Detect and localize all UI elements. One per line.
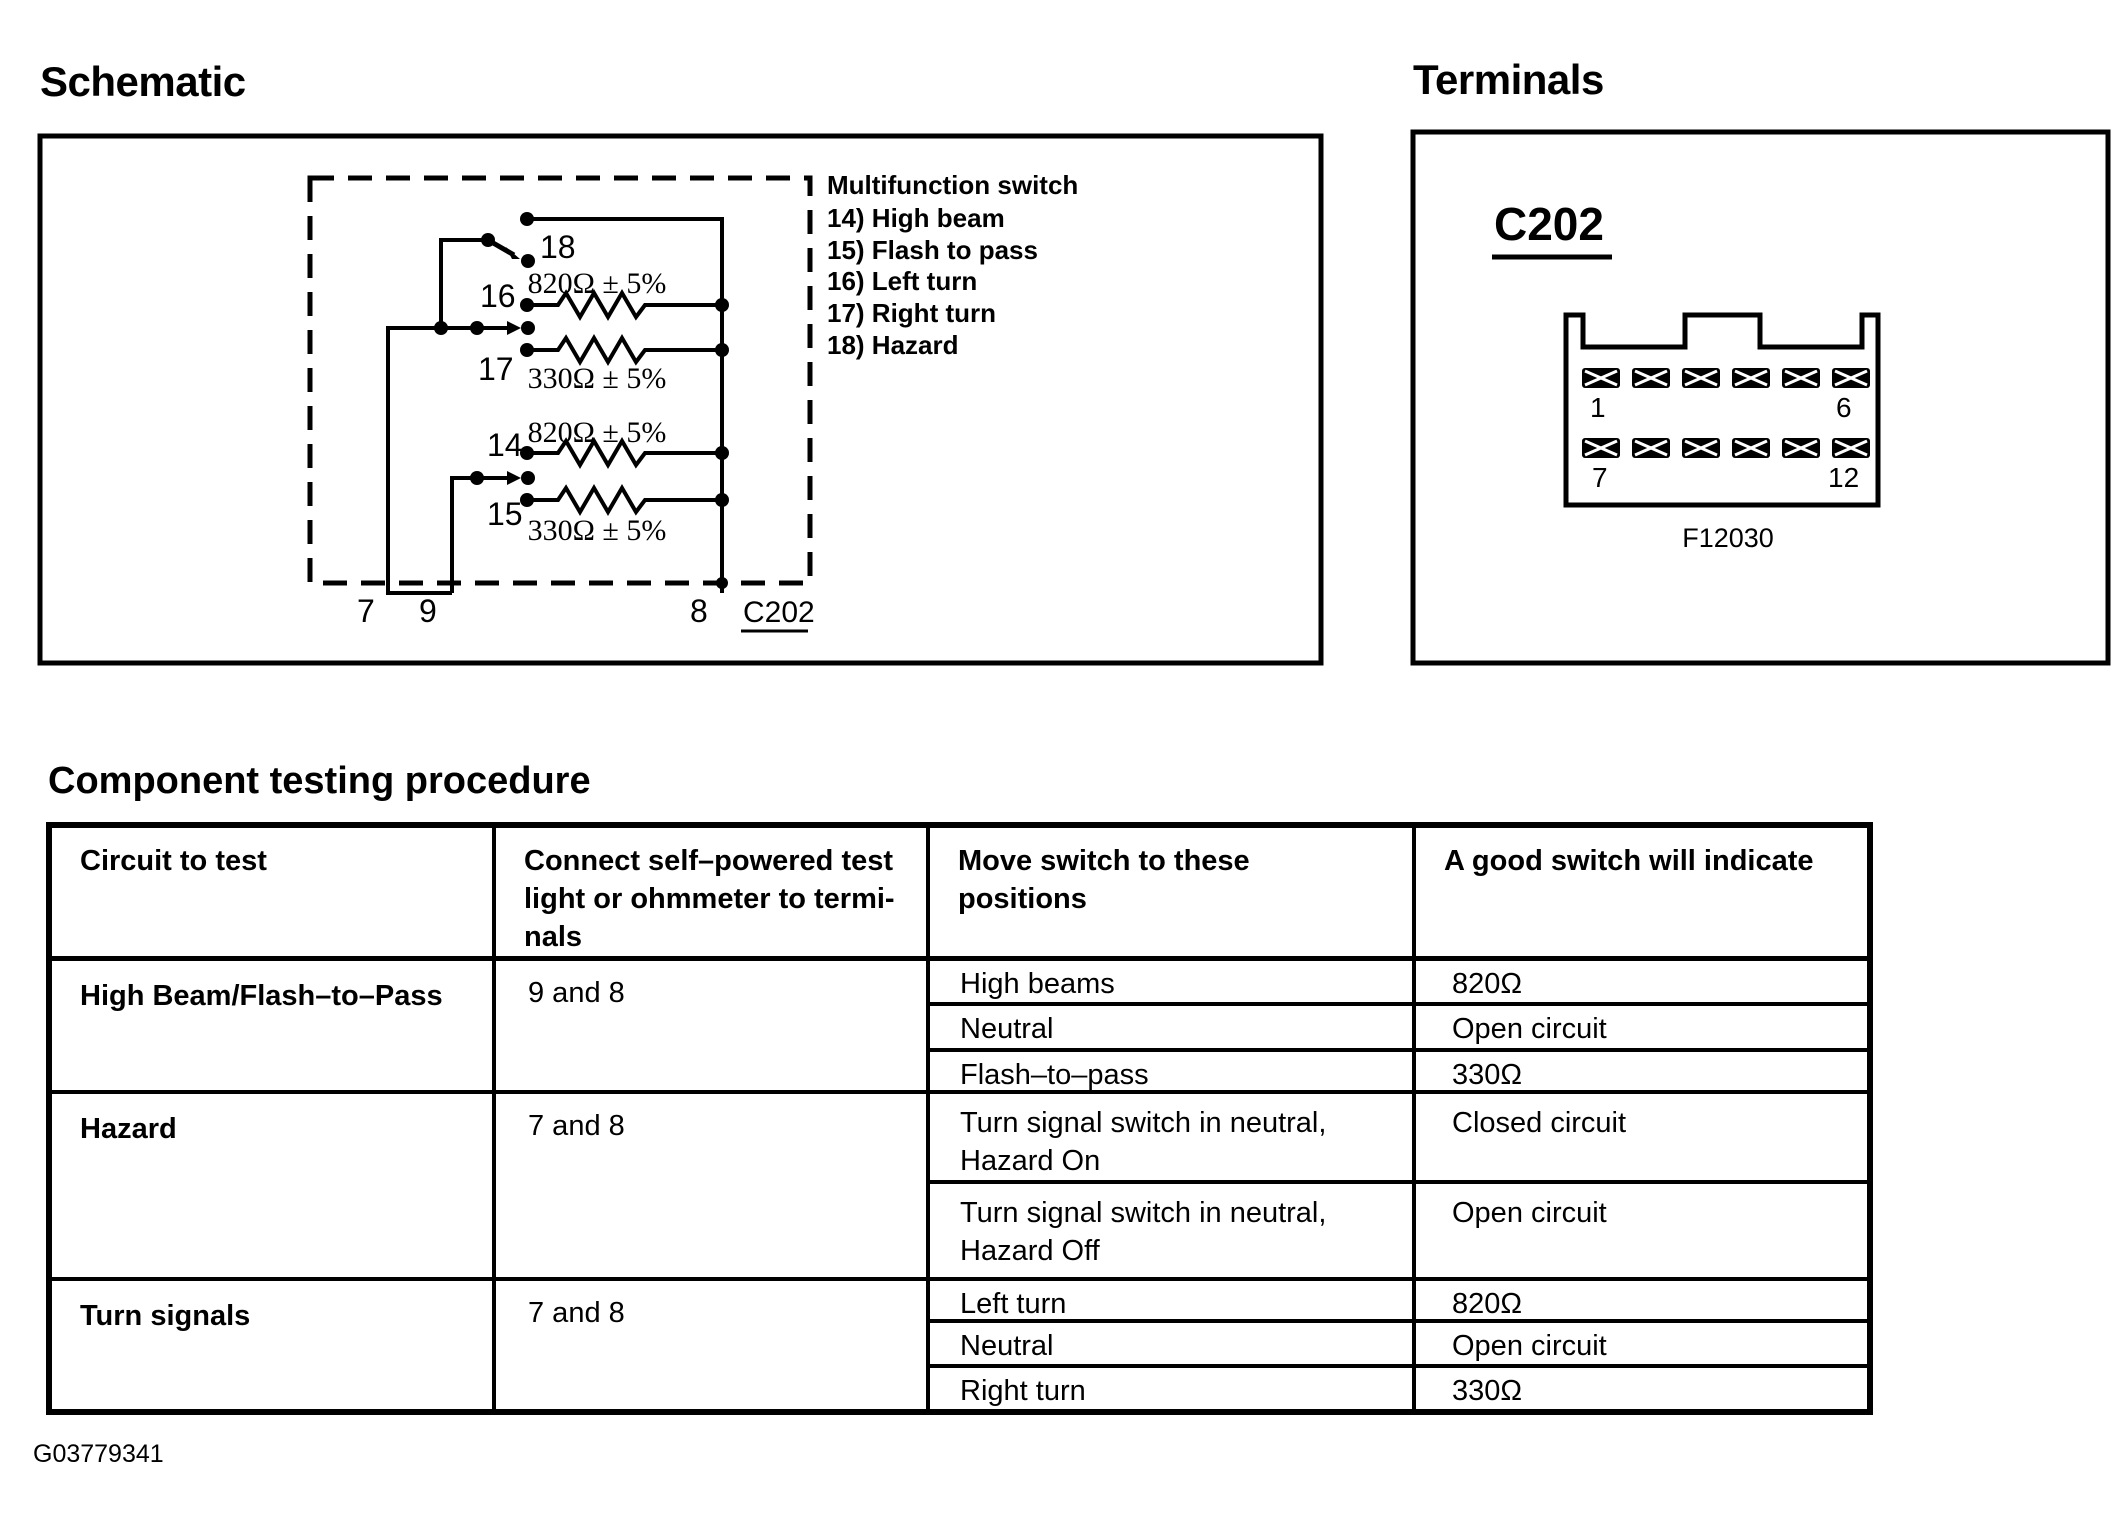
indication-cell: Closed circuit — [1452, 1107, 1627, 1139]
table-header-row — [52, 828, 1867, 961]
cavity-1-label: 1 — [1590, 392, 1606, 423]
table-group-highbeam — [52, 961, 1867, 1094]
position-cell: Neutral — [930, 1323, 1416, 1364]
terminals-cell: 9 and 8 — [496, 961, 930, 1090]
figure-id: G03779341 — [33, 1440, 164, 1468]
position-cell: High beams — [930, 961, 1416, 1002]
cavity-12-label: 12 — [1828, 462, 1860, 493]
circuit-cell: High Beam/Flash–to–Pass — [52, 961, 496, 1090]
indication-cell: Open circuit — [1452, 1330, 1607, 1362]
indication-cell: 820Ω — [1452, 968, 1523, 1000]
row2-wiper-arrowhead — [507, 471, 521, 485]
pin-9-label: 9 — [419, 593, 437, 629]
resistor-14-value: 820Ω ± 5% — [527, 416, 667, 449]
legend-item-14: 14) High beam — [827, 203, 1005, 233]
switch-14-label: 14 — [487, 427, 523, 463]
terminal-cavities — [1582, 368, 1870, 458]
component-testing-table — [46, 822, 1873, 1415]
table-row — [930, 1094, 1867, 1184]
table-row — [930, 961, 1867, 1006]
schematic-heading: Schematic — [40, 58, 246, 105]
switch-18-label: 18 — [540, 229, 576, 265]
legend-title: Multifunction switch — [827, 170, 1079, 200]
dot-hazard-arm-end — [521, 254, 535, 268]
table-row — [930, 1368, 1867, 1411]
table-group-hazard — [52, 1094, 1867, 1281]
component-testing-heading: Component testing procedure — [48, 760, 591, 802]
dot-hazard-pole — [481, 233, 495, 247]
position-cell: Turn signal switch in neutral, Hazard On — [930, 1094, 1416, 1180]
cavity-7-label: 7 — [1592, 462, 1608, 493]
dot-row1-pole — [521, 321, 535, 335]
schematic-connector-label: C202 — [743, 596, 815, 629]
cavity-6-label: 6 — [1836, 392, 1852, 423]
circuit-cell: Turn signals — [52, 1281, 496, 1411]
table-row — [930, 1323, 1867, 1368]
indication-cell: Open circuit — [1452, 1013, 1607, 1045]
row1-wiper-arrowhead — [507, 321, 521, 335]
dot-contact-16 — [520, 298, 534, 312]
resistor-16-value: 820Ω ± 5% — [527, 267, 667, 300]
dot-row2-mid — [470, 471, 484, 485]
switch-16-label: 16 — [480, 278, 516, 314]
legend-item-16: 16) Left turn — [827, 266, 978, 296]
switch-legend — [827, 170, 1078, 360]
pin-8-label: 8 — [690, 593, 708, 629]
indication-cell: 820Ω — [1452, 1288, 1523, 1320]
pin-7-label: 7 — [357, 593, 375, 629]
dot-bus-boundary — [716, 577, 728, 589]
terminals-cell: 7 and 8 — [496, 1094, 930, 1277]
table-group-turnsignals — [52, 1281, 1867, 1411]
dot-row1-mid — [470, 321, 484, 335]
dot-contact-17 — [520, 343, 534, 357]
dot-bus-15 — [715, 493, 729, 507]
header-switch-positions: Move switch to these positions — [930, 828, 1416, 956]
table-row — [930, 1281, 1867, 1323]
table-row — [930, 1006, 1867, 1052]
legend-item-15: 15) Flash to pass — [827, 235, 1038, 265]
terminal-row-2 — [1582, 438, 1870, 458]
dot-bus-16 — [715, 298, 729, 312]
indication-cell: 330Ω — [1452, 1375, 1523, 1407]
terminals-cell: 7 and 8 — [496, 1281, 930, 1411]
table-row — [930, 1052, 1867, 1093]
indication-cell: Open circuit — [1452, 1197, 1607, 1230]
circuit-cell: Hazard — [52, 1094, 496, 1277]
legend-item-18: 18) Hazard — [827, 330, 959, 360]
position-cell: Left turn — [930, 1281, 1416, 1319]
table-row — [930, 1184, 1867, 1277]
terminals-connector-name: C202 — [1494, 198, 1604, 250]
terminals-heading: Terminals — [1413, 56, 1604, 103]
wire-resistor-17 — [528, 338, 722, 362]
connector-figure-code: F12030 — [1682, 523, 1774, 553]
switch-15-label: 15 — [487, 496, 523, 532]
resistor-17-value: 330Ω ± 5% — [527, 362, 667, 395]
terminal-row-1 — [1582, 368, 1870, 388]
wire-resistor-15 — [528, 488, 722, 512]
switch-17-label: 17 — [478, 351, 514, 387]
position-cell: Right turn — [930, 1368, 1416, 1411]
header-connect-terminals: Connect self–powered test light or ohmmeter to termi- nals — [496, 828, 930, 956]
position-cell: Neutral — [930, 1006, 1416, 1048]
header-circuit: Circuit to test — [52, 828, 496, 956]
legend-item-17: 17) Right turn — [827, 298, 996, 328]
position-cell: Turn signal switch in neutral, Hazard Off — [930, 1184, 1416, 1277]
dot-hazard-fixed-contact — [520, 212, 534, 226]
position-cell: Flash–to–pass — [930, 1052, 1416, 1093]
dot-row1-tap — [434, 321, 448, 335]
dot-bus-17 — [715, 343, 729, 357]
dot-bus-14 — [715, 446, 729, 460]
resistor-15-value: 330Ω ± 5% — [527, 514, 667, 547]
indication-cell: 330Ω — [1452, 1059, 1523, 1091]
header-good-switch: A good switch will indicate — [1444, 845, 1814, 877]
dot-row2-pole — [521, 471, 535, 485]
